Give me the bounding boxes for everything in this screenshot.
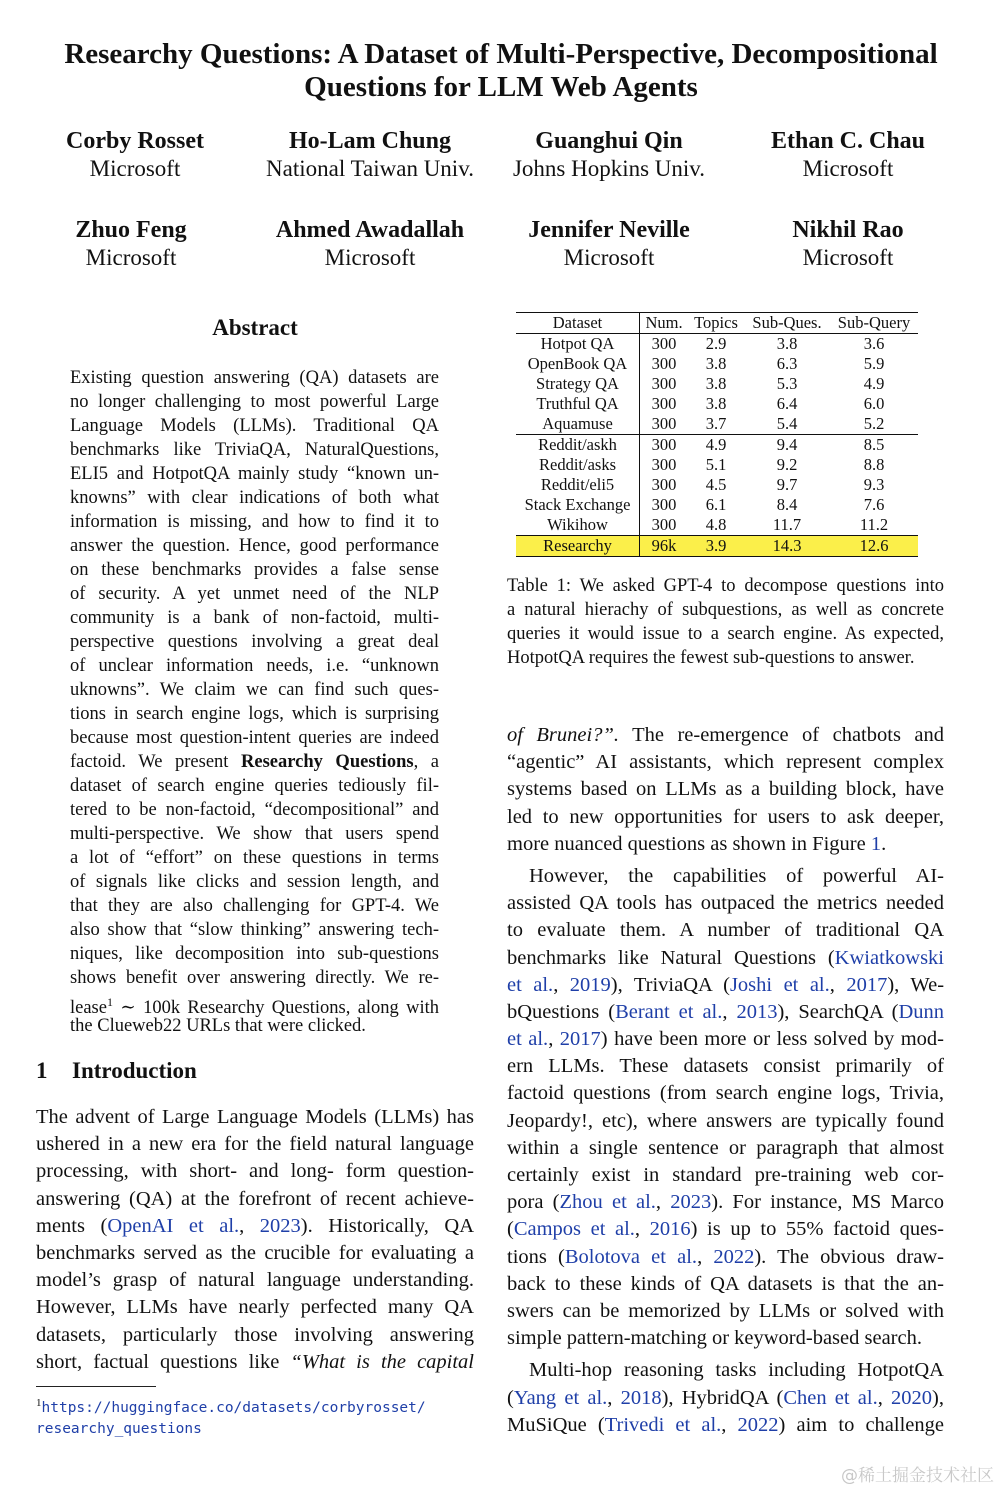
results-table	[516, 312, 918, 557]
title-line-2: Questions for LLM Web Agents	[304, 71, 698, 103]
abstract-line: knowns” with clear indications of both what	[70, 488, 439, 508]
table-cell: 4.8	[705, 515, 727, 534]
table-cell: 8.8	[863, 455, 885, 474]
table-cell: 3.8	[776, 334, 798, 353]
table-cell: Reddit/asks	[516, 455, 640, 475]
table-cell: 300	[640, 435, 689, 456]
table-cell: 3.8	[705, 374, 727, 393]
table-cell: 3.8	[705, 394, 727, 413]
author-block	[489, 216, 729, 272]
abstract-line: information is missing, and how to find it to	[70, 512, 439, 532]
body-line: ments (OpenAI et al., 2023). Historically, QA	[36, 1214, 474, 1237]
table-cell: 3.8	[705, 354, 727, 373]
abstract-heading: Abstract	[212, 315, 298, 340]
table-caption	[507, 574, 944, 670]
abstract-line: niques, like decomposition into sub-questions	[70, 944, 439, 964]
table-cell: 5.9	[863, 354, 885, 373]
citation-link[interactable]: 2023	[670, 1191, 712, 1214]
author-affiliation: Microsoft	[85, 245, 177, 270]
citation-link[interactable]: 2023	[259, 1214, 301, 1237]
table-cell: 300	[651, 414, 677, 433]
table-header-cell: Dataset	[516, 313, 640, 334]
author-block	[15, 127, 255, 183]
table-cell: 300	[651, 374, 677, 393]
table-cell: 300	[651, 515, 677, 534]
table-cell: 8.4	[776, 495, 798, 514]
table-row	[516, 495, 918, 515]
abstract-line: tered to be non-factoid, “decompositional” and	[70, 800, 439, 820]
caption-line: HotpotQA requires the fewest sub-questions to answer.	[507, 648, 915, 668]
intro-right-column	[507, 722, 944, 1439]
body-line: assisted QA tools has outpaced the metrics needed	[507, 892, 944, 915]
table-cell: 5.3	[776, 374, 798, 393]
body-line: MuSiQue (Trivedi et al., 2022) aim to challenge	[507, 1413, 944, 1436]
citation-link[interactable]: 2022	[737, 1413, 779, 1436]
author-affiliation: Johns Hopkins Univ.	[512, 156, 706, 181]
table-row	[516, 455, 918, 475]
footnote-link-cont[interactable]: researchy_questions	[36, 1420, 202, 1437]
body-line: back to these kinds of QA datasets is that the an-	[507, 1272, 944, 1295]
body-line: swers can be memorized by LLMs or solved with	[507, 1299, 944, 1322]
section-heading	[36, 1058, 197, 1084]
caption-line: Table 1: We asked GPT-4 to decompose questions into	[507, 576, 944, 596]
abstract-line: dataset of search engine queries tediously fil-	[70, 776, 439, 796]
table-header-cell: Sub-Ques.	[744, 313, 830, 334]
body-line: The advent of Large Language Models (LLMs) has	[36, 1106, 474, 1128]
author-affiliation: Microsoft	[563, 245, 655, 270]
table-body	[516, 334, 918, 557]
abstract-line: multi-perspective. We show that users spend	[70, 824, 439, 844]
author-block	[11, 216, 251, 272]
citation-link[interactable]: Zhou et al.	[559, 1191, 656, 1214]
abstract-line: community is a bank of non-factoid, multi-	[70, 608, 439, 628]
body-line: “agentic” AI assistants, which represent complex	[507, 751, 944, 774]
body-line: factoid questions (from search engine logs, Trivia,	[507, 1082, 944, 1105]
body-line: model’s grasp of natural language understanding.	[36, 1269, 474, 1292]
citation-link[interactable]: Berant et al.	[615, 1000, 723, 1023]
table-header-cell: Topics	[688, 313, 744, 334]
citation-link[interactable]: 2016	[649, 1218, 691, 1241]
table-cell: 300	[651, 475, 677, 494]
body-line: Jeopardy!, etc), where answers are typically found	[507, 1109, 944, 1132]
author-name: Nikhil Rao	[792, 217, 904, 243]
body-line: short, factual questions like “What is the capital	[36, 1350, 475, 1373]
table-cell: 300	[651, 455, 677, 474]
table-row	[516, 435, 918, 456]
table-cell: 9.7	[776, 475, 798, 494]
author-name: Ho-Lam Chung	[288, 128, 452, 154]
title-line-1: Researchy Questions: A Dataset of Multi-Perspective, Decompositional	[64, 38, 938, 70]
caption-line: queries it would issue to a search engine. As expected,	[507, 624, 944, 644]
body-line: simple pattern-matching or keyword-based search.	[507, 1327, 922, 1350]
italic-text: of Brunei?”.	[507, 724, 619, 746]
paper-title	[0, 38, 1002, 104]
table-header-row	[516, 313, 918, 334]
table-cell: 96k	[640, 536, 689, 557]
author-name: Ahmed Awadallah	[275, 217, 465, 243]
body-line: Multi-hop reasoning tasks including HotpotQA	[529, 1359, 944, 1382]
body-line: tions (Bolotova et al., 2022). The obvious draw-	[507, 1245, 944, 1268]
table-cell: Wikihow	[516, 515, 640, 536]
table-cell: 4.9	[863, 374, 885, 393]
citation-link[interactable]: 2013	[736, 1000, 778, 1023]
table-cell: 6.0	[863, 394, 885, 413]
abstract-line: that they are also challenging for GPT-4. We	[70, 896, 439, 916]
table-cell: Researchy	[516, 536, 640, 557]
table-cell: Reddit/eli5	[516, 475, 640, 495]
table-cell: 3.9	[688, 536, 744, 557]
citation-link[interactable]: Trivedi et al.	[604, 1413, 722, 1436]
abstract-line: the Clueweb22 URLs that were clicked.	[70, 1016, 366, 1036]
table-cell: Strategy QA	[516, 374, 640, 394]
abstract-line: Existing question answering (QA) datasets are	[70, 368, 439, 388]
table-cell: 8.5	[830, 435, 918, 456]
abstract-line: benchmarks like TriviaQA, NaturalQuestions,	[70, 440, 439, 460]
body-line: et al., 2019), TriviaQA (Joshi et al., 2017), We-	[507, 973, 945, 996]
citation-link[interactable]: Joshi et al.	[729, 973, 830, 996]
table-row	[516, 536, 918, 557]
citation-link[interactable]: 2020	[891, 1386, 933, 1409]
citation-link[interactable]: 2022	[713, 1245, 755, 1268]
table-row	[516, 394, 918, 414]
footnote-link[interactable]: https://huggingface.co/datasets/corbyrosset/	[41, 1399, 426, 1416]
citation-link[interactable]: 2019	[569, 973, 611, 996]
abstract-line: of unclear information needs, i.e. “unknown	[70, 656, 439, 676]
abstract-line: shows benefit over answering directly. We re-	[70, 968, 439, 988]
table-cell: Truthful QA	[516, 394, 640, 414]
author-name: Ethan C. Chau	[770, 128, 926, 154]
author-block	[250, 127, 490, 183]
table-cell: 5.1	[705, 455, 727, 474]
author-name: Guanghui Qin	[535, 128, 683, 154]
body-line: However, LLMs have nearly perfected many QA	[36, 1296, 474, 1319]
body-line: to evaluate them. A number of traditional QA	[507, 919, 944, 942]
author-name: Corby Rosset	[66, 128, 204, 154]
body-line: ushered in a new era for the field natural language	[36, 1133, 474, 1156]
body-line: answering (QA) at the forefront of recent achieve-	[36, 1187, 474, 1210]
table-cell: 3.7	[705, 414, 727, 433]
citation-link[interactable]: 1	[870, 832, 882, 855]
citation-link[interactable]: Campos et al.	[513, 1218, 635, 1241]
citation-link[interactable]: 2018	[620, 1386, 662, 1409]
abstract-line: perspective questions involving a great deal	[70, 632, 439, 652]
body-line: et al., 2017) have been more or less solved by mod-	[507, 1028, 944, 1051]
body-line: pora (Zhou et al., 2023). For instance, MS Marco	[507, 1191, 944, 1214]
table-cell: 300	[651, 394, 677, 413]
citation-link[interactable]: OpenAI et al.	[107, 1214, 240, 1237]
citation-link[interactable]: Dunn	[898, 1000, 945, 1023]
citation-link[interactable]: et al.	[507, 973, 554, 996]
body-line: (Yang et al., 2018), HybridQA (Chen et al., 2020),	[507, 1386, 944, 1409]
abstract-line: Language Models (LLMs). Traditional QA	[70, 416, 439, 436]
citation-link[interactable]: 2017	[559, 1028, 601, 1051]
abstract-line: also show that “slow thinking” answering tech-	[70, 920, 439, 940]
abstract-line: on these benchmarks provides a false sense	[70, 560, 439, 580]
author-name: Jennifer Neville	[528, 217, 690, 243]
body-line: bQuestions (Berant et al., 2013), SearchQA (Dunn	[507, 1000, 945, 1023]
citation-link[interactable]: et al.	[507, 1028, 549, 1051]
author-affiliation: Microsoft	[802, 156, 894, 181]
author-affiliation: Microsoft	[89, 156, 181, 181]
table-row	[516, 354, 918, 374]
abstract-line: lease$^1$ ∼ 100k Researchy Questions, along with	[70, 995, 439, 1019]
abstract-line: uknowns”. We claim we can find such ques-	[70, 680, 439, 700]
abstract-line: ELI5 and HotpotQA mainly study “known un-	[70, 464, 439, 484]
abstract-line: because most question-intent queries are indeed	[70, 728, 439, 748]
table-cell: 7.6	[863, 495, 885, 514]
author-affiliation: Microsoft	[324, 245, 416, 270]
body-line: benchmarks like Natural Questions (Kwiatkowski	[507, 946, 944, 969]
body-line: systems based on LLMs as a building block, have	[507, 778, 944, 801]
italic-text: “What is the capital	[290, 1350, 475, 1373]
author-block	[728, 127, 968, 183]
body-line: of Brunei?”. The re-emergence of chatbots and	[507, 724, 944, 746]
author-name: Zhuo Feng	[75, 217, 187, 243]
table-row	[516, 515, 918, 536]
author-block	[250, 216, 490, 272]
table-cell: 3.6	[863, 334, 885, 353]
abstract-line: tions in search engine logs, which is surprising	[70, 704, 439, 724]
abstract-line: a lot of “effort” on these questions in terms	[70, 848, 439, 868]
abstract-line: no longer challenging to most powerful Large	[70, 392, 439, 412]
body-line: more nuanced questions as shown in Figure 1.	[507, 832, 887, 855]
table-cell: 300	[651, 334, 677, 353]
watermark: @稀土掘金技术社区	[841, 1466, 994, 1486]
author-affiliation: National Taiwan Univ.	[266, 156, 474, 181]
body-line: certainly exist in standard pre-training web cor-	[507, 1164, 944, 1186]
footnote-ref[interactable]: 1	[106, 995, 113, 1009]
table-header-cell: Num.	[640, 313, 689, 334]
table-cell: 11.7	[772, 515, 802, 534]
table-cell: 2.9	[705, 334, 727, 353]
citation-link[interactable]: Yang et al.	[513, 1386, 608, 1409]
body-line: datasets, particularly those involving answering	[36, 1323, 474, 1346]
table-cell: 12.6	[830, 536, 918, 557]
table-cell: 6.3	[776, 354, 798, 373]
table-cell: Hotpot QA	[516, 334, 640, 355]
table-cell: 9.4	[744, 435, 830, 456]
abstract-line: answer the question. Hence, good performance	[70, 536, 439, 556]
table-row	[516, 475, 918, 495]
footnote	[36, 1393, 496, 1440]
table-cell: Stack Exchange	[516, 495, 640, 515]
body-line: processing, with short- and long- form question-	[36, 1160, 474, 1183]
table-row	[516, 334, 918, 355]
table-cell: 6.1	[705, 495, 727, 514]
citation-link[interactable]: Bolotova et al.	[564, 1245, 698, 1268]
body-line: (Campos et al., 2016) is up to 55% factoid ques-	[507, 1218, 945, 1241]
table-cell: 9.3	[863, 475, 885, 494]
footnote-marker: 1	[36, 1397, 42, 1409]
table-cell: 9.2	[776, 455, 798, 474]
table-cell: 4.5	[705, 475, 727, 494]
table-cell: 11.2	[859, 515, 889, 534]
citation-link[interactable]: 2017	[846, 973, 888, 996]
table-header-cell: Sub-Query	[830, 313, 918, 334]
table-cell: OpenBook QA	[516, 354, 640, 374]
table-cell: 300	[651, 354, 677, 373]
abstract-line: of signals like clicks and session length, and	[70, 872, 439, 892]
caption-line: a natural hierachy of subquestions, as well as concrete	[507, 600, 944, 620]
citation-link[interactable]: Kwiatkowski	[834, 946, 944, 969]
table-cell: 5.4	[776, 414, 798, 433]
body-line: However, the capabilities of powerful AI-	[529, 864, 944, 887]
abstract-line: of security. A yet unmet need of the NLP	[70, 584, 439, 604]
section-number: 1	[36, 1058, 48, 1083]
table-cell: 300	[651, 495, 677, 514]
author-block	[728, 216, 968, 272]
table-cell: 14.3	[744, 536, 830, 557]
body-line: benchmarks served as the crucible for evaluating a	[36, 1241, 474, 1264]
table-row	[516, 374, 918, 394]
intro-left-column	[36, 1104, 474, 1376]
abstract-text	[70, 366, 439, 1038]
table-cell: Reddit/askh	[516, 435, 640, 456]
body-line: led to new opportunities for users to ask deeper,	[507, 805, 944, 828]
author-block	[489, 127, 729, 183]
body-line: ern LLMs. These datasets consist primarily of	[507, 1055, 944, 1078]
abstract-line: factoid. We present Researchy Questions, a	[70, 752, 439, 772]
table-cell: 4.9	[688, 435, 744, 456]
footnote-rule	[36, 1386, 156, 1387]
bold-text: Researchy Questions	[241, 752, 414, 772]
table-cell: 5.2	[863, 414, 885, 433]
citation-link[interactable]: Chen et al.	[783, 1386, 878, 1409]
table-cell: Aquamuse	[516, 414, 640, 435]
author-affiliation: Microsoft	[802, 245, 894, 270]
section-title: Introduction	[72, 1058, 197, 1083]
table-cell: 6.4	[776, 394, 798, 413]
body-line: within a single sentence or paragraph that almost	[507, 1136, 944, 1159]
table-row	[516, 414, 918, 435]
